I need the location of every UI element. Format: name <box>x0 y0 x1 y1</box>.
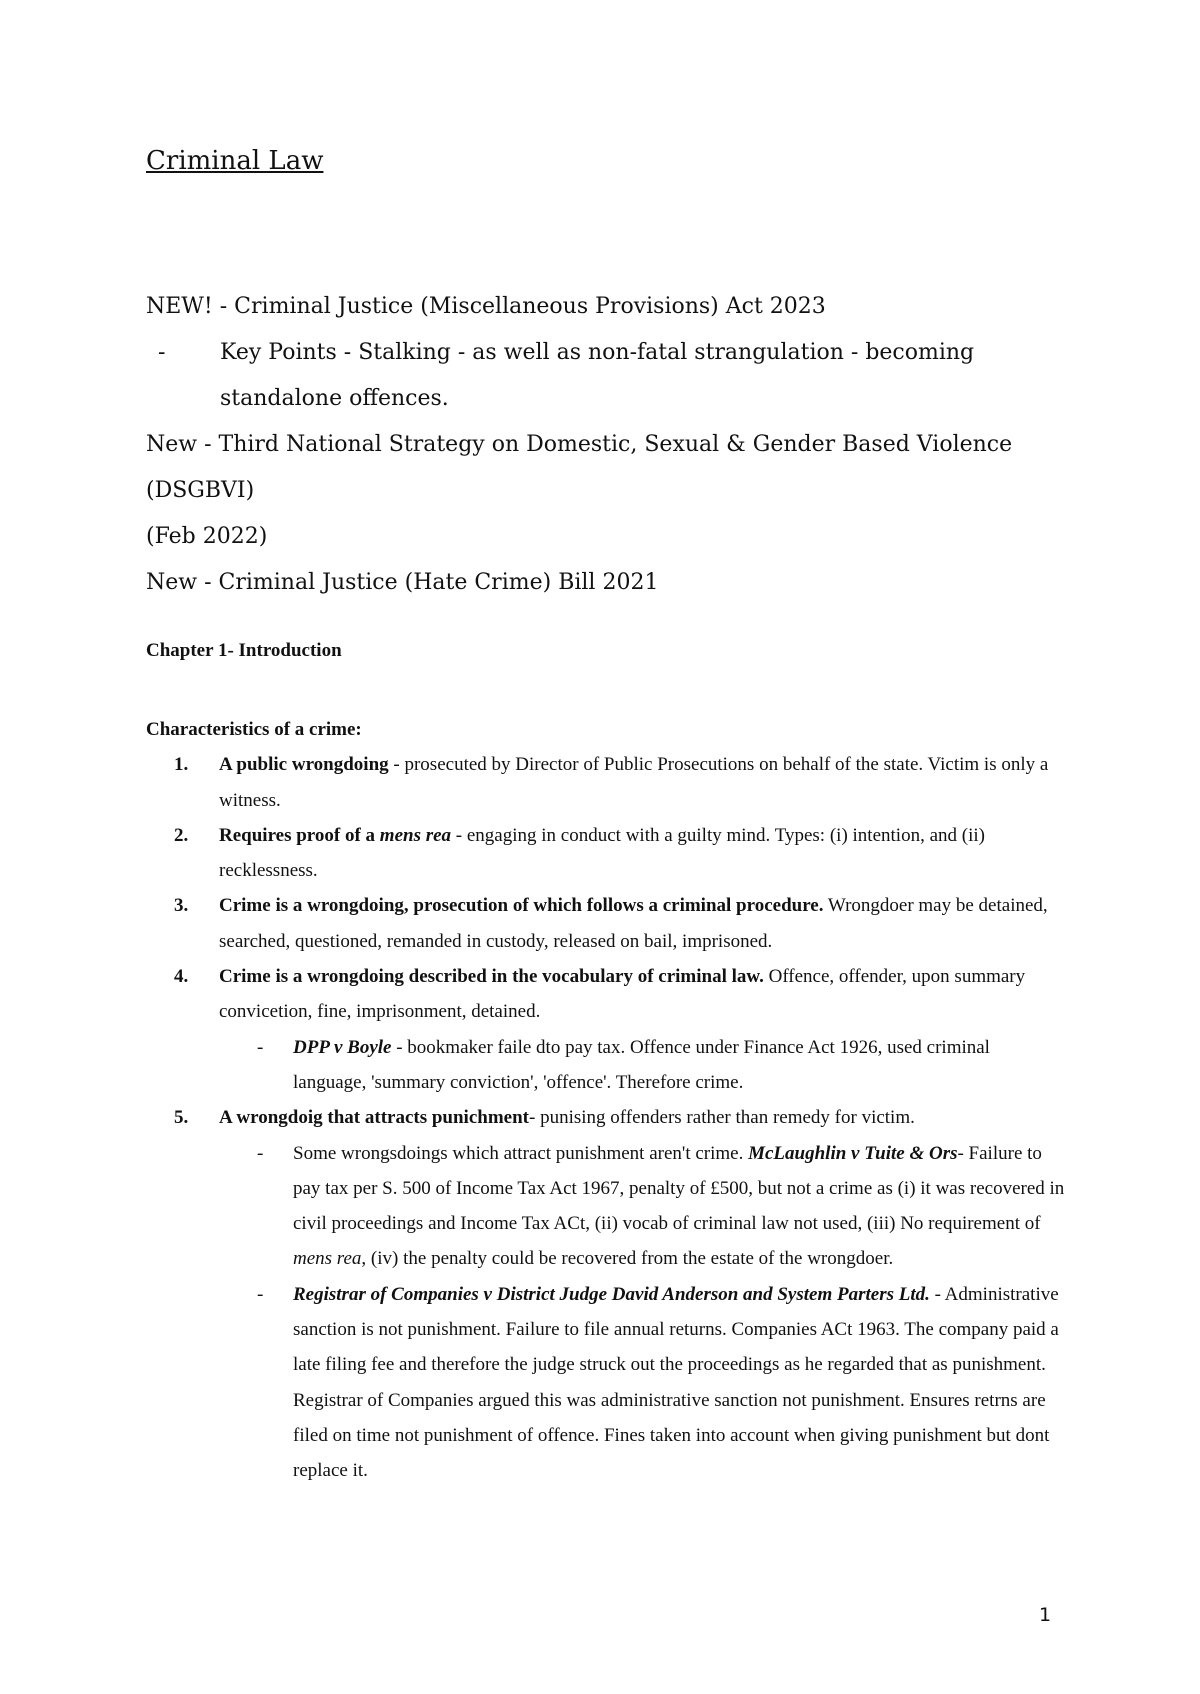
dash-bullet: - <box>158 340 166 365</box>
case-name: DPP v Boyle <box>293 1036 392 1058</box>
item-text: Offence, offender, upon summary convicetion, fine, imprisonment, detained. <box>219 966 1026 1023</box>
chapter-heading: Chapter 1- Introduction <box>146 640 342 661</box>
sub-item-text: Some wrongsdoings which attract punishment aren't crime. <box>293 1142 749 1164</box>
update-item: (Feb 2022) <box>146 524 268 549</box>
item-text: - punising offenders rather than remedy for victim. <box>529 1107 915 1129</box>
list-number: 2. <box>174 824 189 846</box>
list-item <box>146 888 1066 959</box>
sub-list <box>219 1030 1066 1101</box>
characteristics-list <box>146 747 1066 1488</box>
case-name: Registrar of Companies v District Judge David Anderson and System Parters Ltd. <box>293 1283 930 1305</box>
update-item: New - Criminal Justice (Hate Crime) Bill 2021 <box>146 570 659 595</box>
sub-list-item <box>219 1277 1066 1489</box>
list-item <box>146 959 1066 1100</box>
item-heading-term: mens rea <box>379 824 452 846</box>
list-item <box>146 818 1066 889</box>
characteristics-heading: Characteristics of a crime: <box>146 719 362 740</box>
update-item: New - Third National Strategy on Domestic, Sexual & Gender Based Violence (DSGBVI) <box>146 432 1013 503</box>
case-text: - bookmaker faile dto pay tax. Offence under Finance Act 1926, used criminal language, 'summary conviction', 'offence'. Therefore crime. <box>293 1036 990 1093</box>
item-heading: Crime is a wrongdoing described in the vocabulary of criminal law. <box>219 966 764 988</box>
list-number: 4. <box>174 966 189 988</box>
document-title: Criminal Law <box>146 146 324 176</box>
item-text: - engaging in conduct with a guilty mind. Types: (i) intention, and (ii) recklessness. <box>219 824 985 882</box>
sub-list <box>219 1136 1066 1489</box>
list-number: 5. <box>174 1107 189 1129</box>
item-heading: Crime is a wrongdoing, prosecution of which follows a criminal procedure. <box>219 895 824 917</box>
dash-bullet: - <box>257 1283 264 1305</box>
list-item <box>146 747 1066 818</box>
dash-bullet: - <box>257 1036 264 1058</box>
item-heading: Requires proof of a <box>219 824 380 846</box>
case-text: - Failure to pay tax per S. 500 of Income Tax Act 1967, penalty of £500, but not a crime as (i) it was recovered in civil proceedings and Income Tax ACt, (ii) vocab of criminal law not used, (iii) No requirement of <box>293 1142 1065 1235</box>
update-item: NEW! - Criminal Justice (Miscellaneous Provisions) Act 2023 <box>146 294 826 319</box>
list-item <box>146 1100 1066 1488</box>
item-text: - prosecuted by Director of Public Prosecutions on behalf of the state. Victim is only a witness. <box>219 754 1049 811</box>
case-name: McLaughlin v Tuite & Ors <box>748 1142 958 1164</box>
legal-term: mens rea <box>293 1248 362 1270</box>
sub-list-item <box>219 1136 1066 1277</box>
sub-list-item <box>219 1030 1066 1101</box>
list-number: 1. <box>174 754 189 776</box>
list-number: 3. <box>174 895 189 917</box>
item-heading: A public wrongdoing <box>219 754 389 776</box>
page-number: 1 <box>1039 1604 1052 1626</box>
dash-bullet: - <box>257 1142 264 1164</box>
update-subitem <box>146 330 1086 422</box>
case-text: - Administrative sanction is not punishment. Failure to file annual returns. Companies ACt 1963. The company paid a late filing fee and therefore the judge struck out the proceedings as he regarded that as punishment. Registrar of Companies argued this was administrative sanction not punishment. Ensures retrns are filed on time not punishment of offence. Fines taken into account when giving punishment but dont replace it. <box>293 1283 1059 1482</box>
update-subitem-text: Key Points - Stalking - as well as non-fatal strangulation - becoming standalone offences. <box>220 340 975 411</box>
chapter-body <box>146 712 1066 1489</box>
item-heading: A wrongdoig that attracts punichment <box>219 1107 529 1129</box>
item-text: Wrongdoer may be detained, searched, questioned, remanded in custody, released on bail, imprisoned. <box>219 895 1048 952</box>
case-text-end: , (iv) the penalty could be recovered from the estate of the wrongdoer. <box>361 1248 894 1270</box>
updates-section <box>146 284 1086 606</box>
